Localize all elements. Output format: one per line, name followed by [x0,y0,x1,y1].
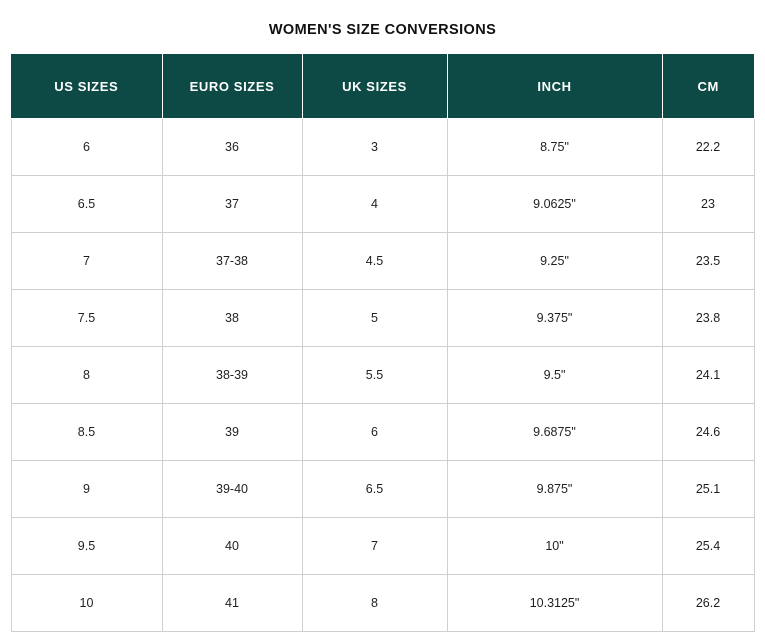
cell-uk-size: 3 [302,119,447,176]
cell-inch: 10" [447,518,662,575]
table-row [11,176,754,233]
cell-cm: 24.6 [662,404,754,461]
table-row [11,233,754,290]
cell-uk-size: 4.5 [302,233,447,290]
table-row [11,290,754,347]
cell-uk-size: 5 [302,290,447,347]
cell-cm: 25.1 [662,461,754,518]
cell-uk-size: 6.5 [302,461,447,518]
cell-inch: 9.875" [447,461,662,518]
cell-euro-size: 37 [162,176,302,233]
cell-us-size: 10 [11,575,162,632]
cell-cm: 24.1 [662,347,754,404]
cell-us-size: 7 [11,233,162,290]
cell-inch: 8.75" [447,119,662,176]
cell-uk-size: 7 [302,518,447,575]
table-row [11,119,754,176]
cell-euro-size: 41 [162,575,302,632]
cell-inch: 10.3125" [447,575,662,632]
cell-inch: 9.375" [447,290,662,347]
table-header-row [11,54,754,119]
cell-us-size: 8.5 [11,404,162,461]
cell-euro-size: 40 [162,518,302,575]
column-header-uk-sizes: UK SIZES [302,54,447,119]
cell-us-size: 9 [11,461,162,518]
cell-uk-size: 8 [302,575,447,632]
table-row [11,518,754,575]
page-title: WOMEN'S SIZE CONVERSIONS [268,22,497,38]
cell-euro-size: 39 [162,404,302,461]
column-header-us-sizes: US SIZES [11,54,162,119]
cell-euro-size: 37-38 [162,233,302,290]
cell-inch: 9.0625" [447,176,662,233]
cell-cm: 26.2 [662,575,754,632]
cell-euro-size: 38 [162,290,302,347]
cell-uk-size: 4 [302,176,447,233]
table-row [11,461,754,518]
cell-us-size: 8 [11,347,162,404]
cell-cm: 25.4 [662,518,754,575]
cell-us-size: 6.5 [11,176,162,233]
cell-inch: 9.6875" [447,404,662,461]
table-row [11,404,754,461]
cell-cm: 22.2 [662,119,754,176]
column-header-inch: INCH [447,54,662,119]
cell-uk-size: 6 [302,404,447,461]
table-body [11,119,754,632]
size-conversion-table [11,54,755,632]
cell-euro-size: 38-39 [162,347,302,404]
cell-inch: 9.25" [447,233,662,290]
cell-euro-size: 39-40 [162,461,302,518]
cell-us-size: 6 [11,119,162,176]
column-header-euro-sizes: EURO SIZES [162,54,302,119]
cell-inch: 9.5" [447,347,662,404]
table-row [11,347,754,404]
cell-euro-size: 36 [162,119,302,176]
cell-uk-size: 5.5 [302,347,447,404]
cell-cm: 23.8 [662,290,754,347]
cell-us-size: 9.5 [11,518,162,575]
cell-cm: 23 [662,176,754,233]
table-header [11,54,754,119]
table-row [11,575,754,632]
cell-us-size: 7.5 [11,290,162,347]
column-header-cm: CM [662,54,754,119]
cell-cm: 23.5 [662,233,754,290]
